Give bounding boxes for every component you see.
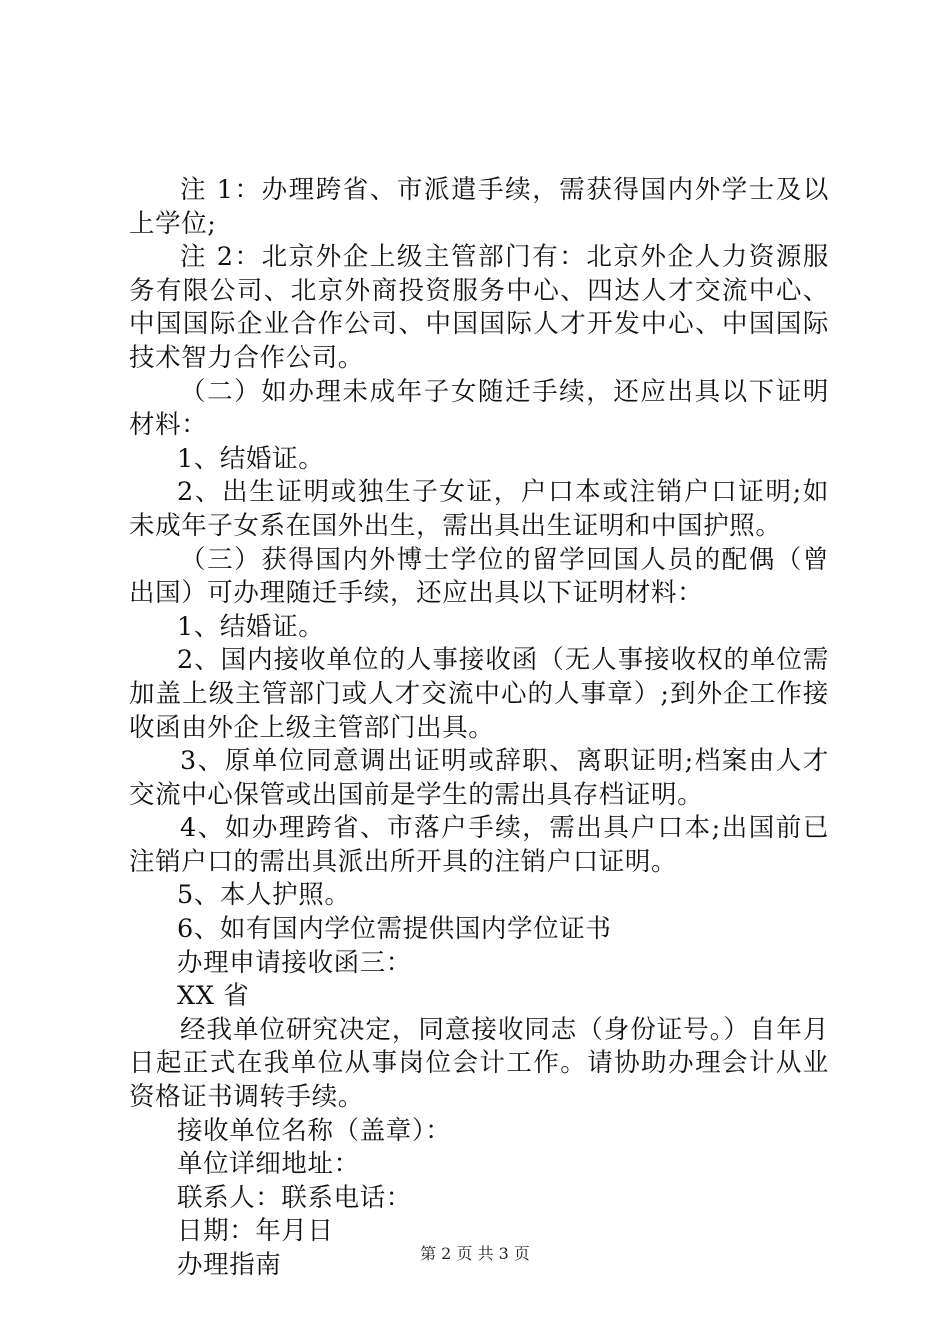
- contact-line: 联系人：联系电话：: [177, 1182, 412, 1213]
- section-2-heading: （二）如办理未成年子女随迁手续，还应出具以下证明材料：: [129, 376, 829, 441]
- page-number-footer: 第 2 页 共 3 页: [420, 1244, 530, 1263]
- section-3-item-2: 2、国内接收单位的人事接收函（无人事接收权的单位需加盖上级主管部门或人才交流中心的人事章）;到外企工作接收函由外企上级主管部门出具。: [129, 645, 829, 743]
- section-3-item-6: 6、如有国内学位需提供国内学位证书: [177, 914, 612, 945]
- receiving-unit-name: 接收单位名称（盖章）：: [177, 1115, 452, 1146]
- letter-title: 办理申请接收函三：: [177, 947, 412, 978]
- section-3-heading: （三）获得国内外博士学位的留学回国人员的配偶（曾出国）可办理随迁手续，还应出具以下证明材料：: [129, 544, 829, 609]
- section-3-item-1: 1、结婚证。: [177, 611, 325, 642]
- section-2-item-2: 2、出生证明或独生子女证，户口本或注销户口证明;如未成年子女系在国外出生，需出具出生证明和中国护照。: [129, 477, 829, 541]
- unit-address: 单位详细地址：: [177, 1149, 360, 1180]
- section-3-item-4: 4、如办理跨省、市落户手续，需出具户口本;出国前已注销户口的需出具派出所开具的注销户口证明。: [129, 813, 829, 877]
- section-2-item-1: 1、结婚证。: [177, 443, 325, 474]
- section-3-item-3: 3、原单位同意调出证明或辞职、离职证明;档案由人才交流中心保管或出国前是学生的需出具存档证明。: [129, 746, 829, 810]
- letter-body: 经我单位研究决定，同意接收同志（身份证号。）自年月日起正式在我单位从事岗位会计工作。请协助办理会计从业资格证书调转手续。: [129, 1014, 829, 1113]
- guide-heading: 办理指南: [177, 1250, 282, 1280]
- document-body: [129, 174, 829, 1283]
- note-1-paragraph: 注 1：办理跨省、市派遣手续，需获得国内外学士及以上学位;: [129, 175, 829, 239]
- date-line: 日期：年月日: [177, 1216, 334, 1247]
- section-3-item-5: 5、本人护照。: [177, 880, 351, 911]
- letter-recipient: XX 省: [177, 981, 250, 1012]
- note-2-paragraph: 注 2：北京外企上级主管部门有：北京外企人力资源服务有限公司、北京外商投资服务中心、四达人才交流中心、中国国际企业合作公司、中国国际人才开发中心、中国国际技术智力合作公司。: [129, 242, 829, 373]
